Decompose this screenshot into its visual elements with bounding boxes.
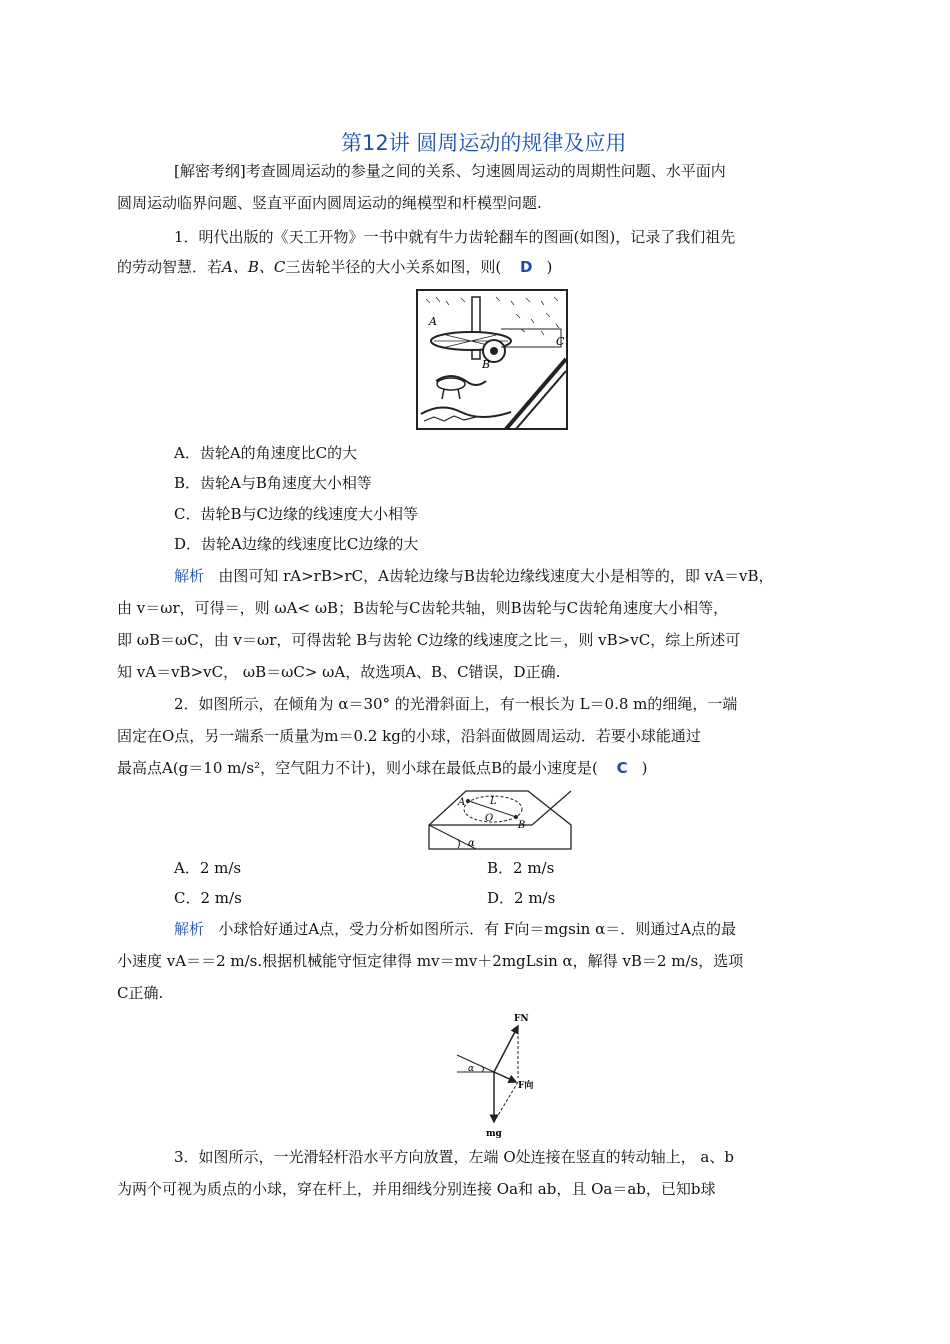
page-title: 第12讲 圆周运动的规律及应用 [341,131,627,155]
q1-abc: A、B、C [222,258,286,276]
force-label-alpha: α [468,1064,475,1074]
q2-line-3 [117,757,648,779]
force-label-mg: mg [486,1129,502,1139]
q1-text-post: 三齿轮半径的大小关系如图，则( [285,258,502,276]
intro-line-2: 圆周运动临界问题、竖直平面内圆周运动的绳模型和杆模型问题. [117,194,542,212]
intro-text: 考查圆周运动的参量之间的关系、匀速圆周运动的周期性问题、水平面内 [245,162,726,180]
q1-option-a: A．齿轮A的角速度比C的大 [174,444,358,462]
q1-solution-line-1 [174,565,774,587]
force-label-f-centripetal: F向 [518,1081,534,1091]
q3-line-1: 3．如图所示，一光滑轻杆沿水平方向放置，左端 O处连接在竖直的转动轴上， a、b [174,1148,734,1166]
q1-line-2 [117,256,552,278]
q2-option-a: A．2 m/s [174,859,242,877]
q2-line-1: 2．如图所示，在倾角为 α＝30° 的光滑斜面上，有一根长为 L＝0.8 m的细绳，一端 [174,695,738,713]
intro-tag: [解密考纲] [174,162,246,180]
q1-option-d: D．齿轮A边缘的线速度比C边缘的大 [174,535,419,553]
q3-line-2: 为两个可视为质点的小球，穿在杆上，并用细线分别连接 Oa和 ab，且 Oa＝ab，已知b球 [117,1180,716,1198]
q1-solution-line-3: 即 ωB＝ωC，由 v＝ωr，可得齿轮 B与齿轮 C边缘的线速度之比＝，则 vB>vC，综上所述可 [117,631,741,649]
fig2-label-a: A [458,797,466,808]
fig1-label-b: B [482,358,491,371]
force-label-fn: FN [514,1014,529,1024]
q1-solution-line-4: 知 vA＝vB>vC， ωB＝ωC> ωA，故选项A、B、C错误，D正确. [117,663,561,681]
force-diagram [452,1010,542,1140]
fig2-label-l: L [490,796,497,807]
q1-text-pre: 的劳动智慧．若 [117,258,223,276]
q1-solution-text: 由图可知 rA>rB>rC，A齿轮边缘与B齿轮边缘线速度大小是相等的，即 vA＝vB， [218,567,774,585]
intro-line-1 [174,160,726,182]
fig2-label-o: O [485,813,494,824]
q2-solution-line-1 [174,918,736,940]
q1-solution-line-2: 由 v＝ωr，可得＝，则 ωA< ωB；B齿轮与C齿轮共轴，则B齿轮与C齿轮角速度大小相等， [117,599,729,617]
q2-solution-tag: 解析 [174,920,205,938]
fig2-label-b: B [518,820,526,831]
fig2-label-alpha: α [468,838,475,849]
q2-line-3-text: 最高点A(g＝10 m/s²，空气阻力不计)，则小球在最低点B的最小速度是( [117,759,598,777]
fig1-label-c: C [556,335,565,348]
q2-option-d: D．2 m/s [487,889,556,907]
q2-solution-line-2: 小速度 vA＝＝2 m/s.根据机械能守恒定律得 mv＝mv＋2mgLsin α，解得 vB＝2 m/s，选项 [117,952,744,970]
q1-solution-tag: 解析 [174,567,205,585]
q2-answer: C [616,759,628,777]
q1-line-1: 1．明代出版的《天工开物》一书中就有牛力齿轮翻车的图画(如图)，记录了我们祖先 [174,228,736,246]
q2-solution-text: 小球恰好通过A点，受力分析如图所示．有 F向＝mgsin α＝．则通过A点的最 [218,920,737,938]
q2-option-c: C．2 m/s [174,889,242,907]
q2-close: ) [641,759,648,777]
fig1-label-a: A [429,315,437,328]
q2-line-2: 固定在O点，另一端系一质量为m＝0.2 kg的小球，沿斜面做圆周运动．若要小球能通过 [117,727,701,745]
q2-option-b: B．2 m/s [487,859,555,877]
incline-figure [424,789,572,851]
q2-solution-line-3: C正确. [117,984,164,1002]
gear-wheel-figure [416,289,568,430]
q1-option-b: B．齿轮A与B角速度大小相等 [174,474,372,492]
q1-answer: D [520,258,533,276]
q1-option-c: C．齿轮B与C边缘的线速度大小相等 [174,505,418,523]
q1-close: ) [546,258,553,276]
